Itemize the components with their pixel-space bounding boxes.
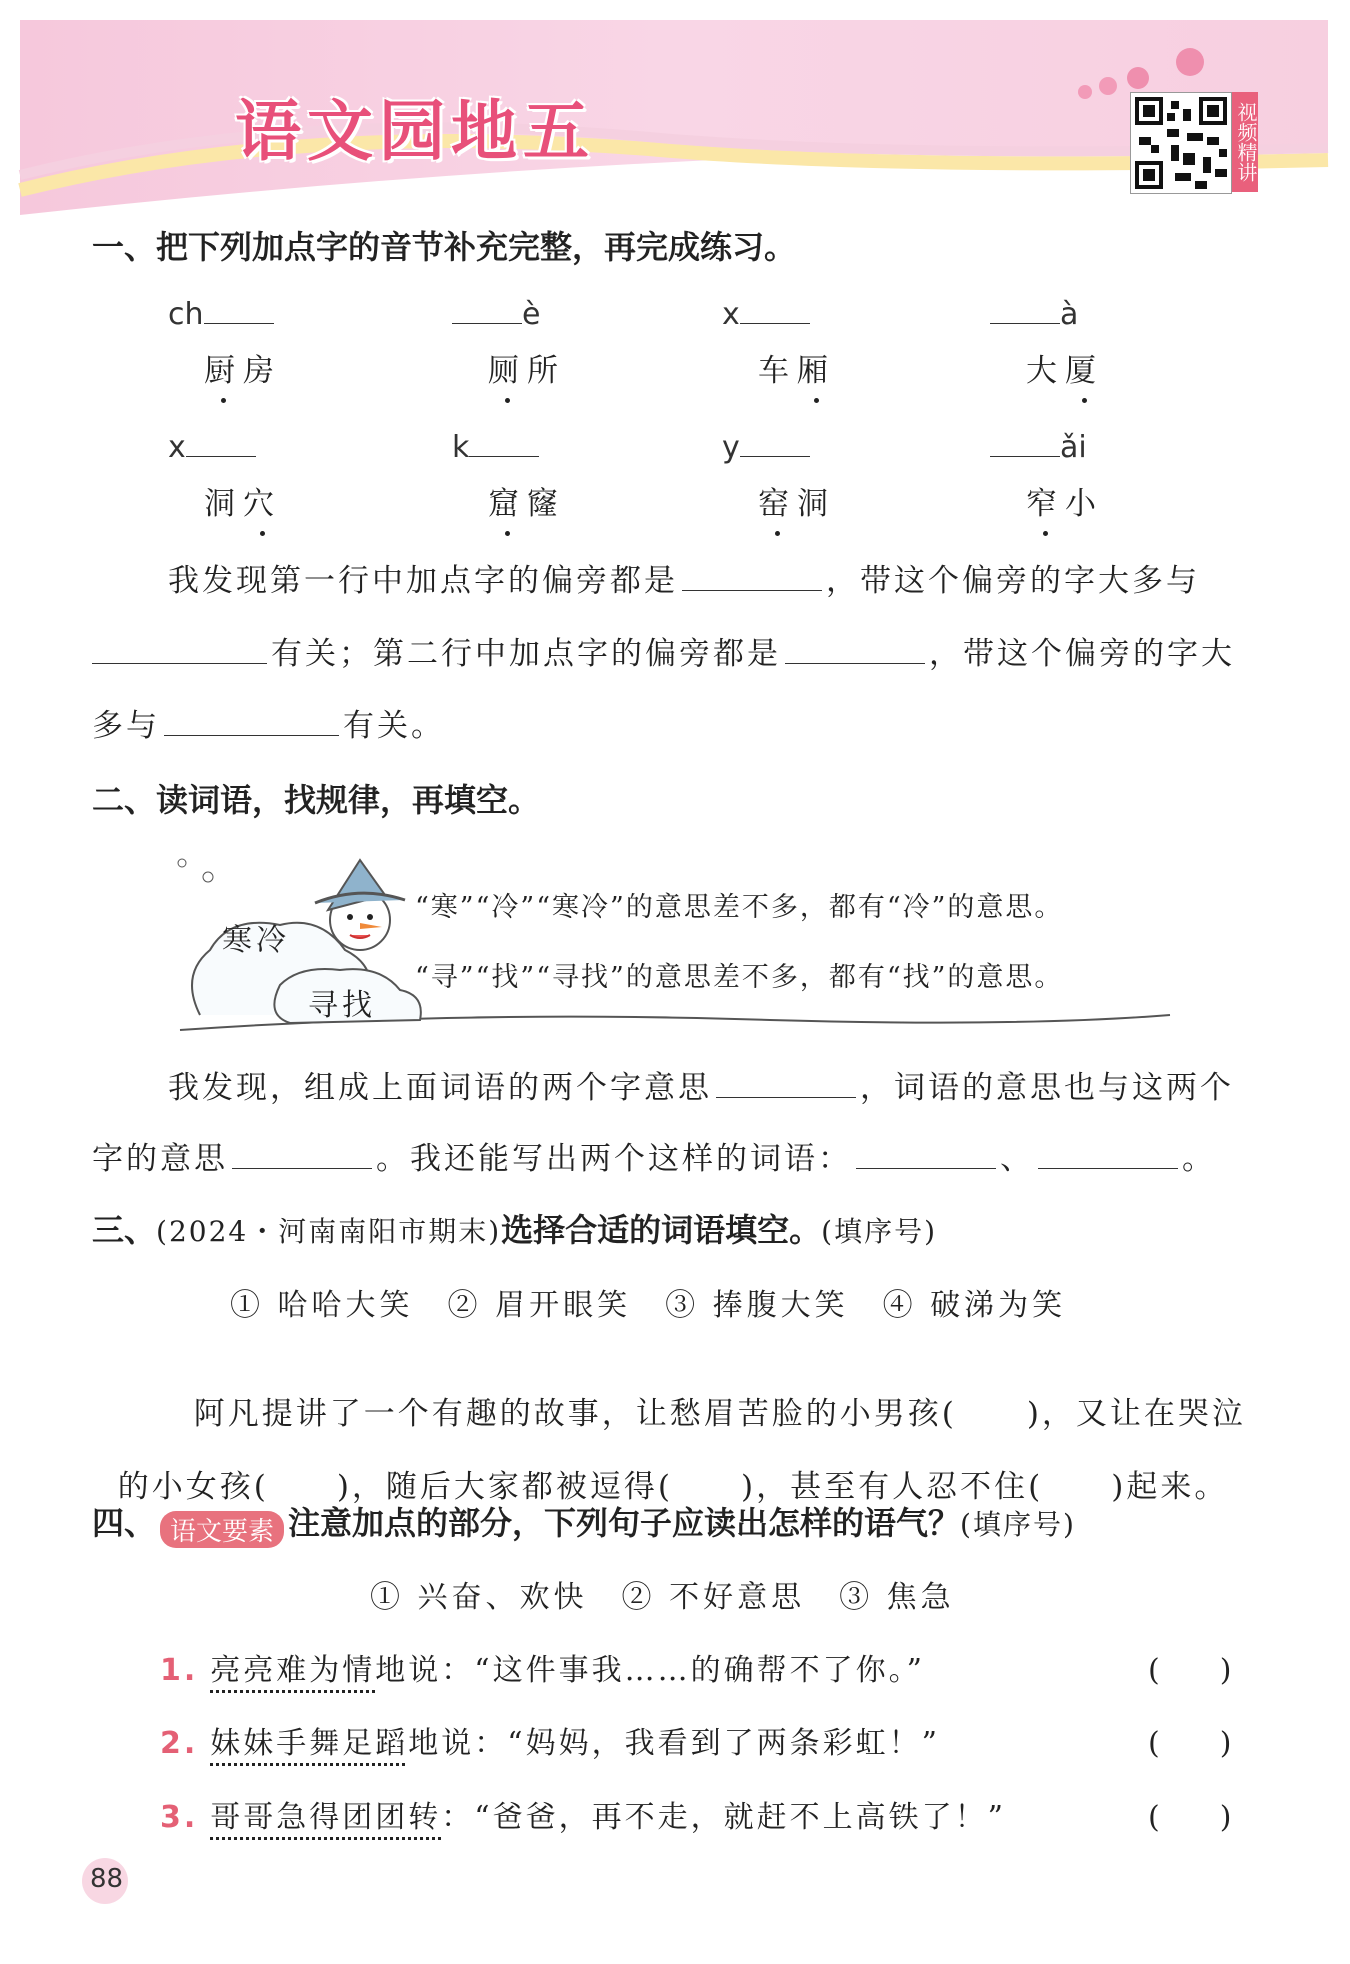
example-2: “寻”“找”“寻找”的意思差不多，都有“找”的意思。 bbox=[415, 962, 1064, 993]
pinyin-field[interactable] bbox=[990, 295, 1078, 332]
sentence-rest: 地说：“这件事我……的确帮不了你。” bbox=[375, 1653, 925, 1688]
answer-blank[interactable] bbox=[716, 1067, 856, 1098]
pinyin-blank[interactable] bbox=[452, 295, 522, 324]
section4-main: 注意加点的部分，下列句子应读出怎样的语气？ bbox=[288, 1504, 961, 1542]
answer-blank[interactable] bbox=[232, 1138, 372, 1169]
char: 车 bbox=[758, 353, 797, 389]
section3-line-2 bbox=[92, 1425, 1228, 1506]
section2-line-1 bbox=[168, 1062, 1234, 1107]
qr-code-icon bbox=[1131, 93, 1231, 193]
question-item bbox=[160, 1792, 1006, 1836]
vocab-word bbox=[488, 478, 566, 523]
char: 大 bbox=[1026, 353, 1065, 389]
pinyin-field[interactable] bbox=[990, 428, 1087, 465]
page-title: 语文园地五 bbox=[235, 93, 595, 170]
question-item bbox=[160, 1718, 940, 1762]
qr-label: 视频精讲 bbox=[1232, 92, 1258, 192]
section4-options: ① 兴奋、欢快 ② 不好意思 ③ 焦急 bbox=[370, 1580, 955, 1615]
pinyin-field[interactable] bbox=[452, 295, 540, 332]
dotted-phrase: 亮亮难为情 bbox=[210, 1653, 376, 1688]
char: 洞 bbox=[797, 486, 836, 522]
vocab-word bbox=[758, 345, 836, 390]
pinyin-given: ch bbox=[168, 297, 204, 332]
pinyin-given: ǎi bbox=[1060, 430, 1087, 465]
pinyin-blank[interactable] bbox=[740, 428, 810, 457]
dotted-char: 厨 bbox=[204, 353, 243, 389]
dotted-char: 穴 bbox=[243, 486, 282, 522]
section4-tag: 语文要素 bbox=[160, 1511, 284, 1548]
pinyin-field[interactable] bbox=[452, 428, 539, 465]
question-item bbox=[160, 1645, 925, 1689]
pinyin-blank[interactable] bbox=[186, 428, 256, 457]
text: 的小女孩( bbox=[117, 1469, 269, 1505]
dotted-phrase: 妹妹手舞足蹈 bbox=[210, 1726, 409, 1761]
char: 房 bbox=[243, 353, 282, 389]
pinyin-given: à bbox=[1060, 297, 1079, 332]
bubble-word-2: 寻找 bbox=[308, 988, 376, 1023]
section3-prefix: 三、 bbox=[92, 1211, 157, 1249]
pinyin-blank[interactable] bbox=[204, 295, 274, 324]
text: ，带这个偏旁的字大 bbox=[929, 636, 1235, 672]
pinyin-given: x bbox=[722, 297, 740, 332]
example-1: “寒”“冷”“寒冷”的意思差不多，都有“冷”的意思。 bbox=[415, 892, 1064, 923]
dotted-char: 窄 bbox=[1026, 486, 1065, 522]
vocab-word bbox=[1026, 345, 1104, 390]
pinyin-given: è bbox=[522, 297, 541, 332]
char: 小 bbox=[1065, 486, 1104, 522]
section2-heading: 二、读词语，找规律，再填空。 bbox=[92, 781, 541, 819]
char: 窿 bbox=[527, 486, 566, 522]
text: 有关；第二行中加点字的偏旁都是 bbox=[271, 636, 781, 672]
text: 阿凡提讲了一个有趣的故事，让愁眉苦脸的小男孩( bbox=[193, 1396, 957, 1432]
text: )，甚至有人忍不住( bbox=[741, 1469, 1044, 1505]
pinyin-field[interactable] bbox=[168, 428, 256, 465]
section4-heading bbox=[92, 1498, 1076, 1548]
char: 所 bbox=[527, 353, 566, 389]
pinyin-blank[interactable] bbox=[740, 295, 810, 324]
text: )，随后大家都被逗得( bbox=[336, 1469, 674, 1505]
text: 我发现第一行中加点字的偏旁都是 bbox=[168, 563, 678, 599]
question-number: 1. bbox=[160, 1653, 199, 1688]
question-number: 3. bbox=[160, 1800, 199, 1835]
sentence-rest: 地说：“妈妈，我看到了两条彩虹！” bbox=[408, 1726, 940, 1761]
section4-prefix: 四、 bbox=[92, 1504, 157, 1542]
text: 。我还能写出两个这样的词语： bbox=[376, 1141, 852, 1177]
pinyin-field[interactable] bbox=[722, 295, 810, 332]
answer-blank[interactable] bbox=[856, 1138, 996, 1169]
answer-blank[interactable] bbox=[164, 705, 339, 736]
pinyin-blank[interactable] bbox=[469, 428, 539, 457]
vocab-word bbox=[758, 478, 836, 523]
answer-bracket[interactable]: ( ) bbox=[1148, 1653, 1232, 1688]
vocab-word bbox=[204, 345, 282, 390]
dotted-char: 厦 bbox=[1065, 353, 1104, 389]
text: 、 bbox=[1000, 1141, 1034, 1177]
dotted-phrase: 哥哥急得团团转 bbox=[210, 1800, 442, 1835]
question-number: 2. bbox=[160, 1726, 199, 1761]
answer-blank[interactable] bbox=[785, 633, 925, 664]
pinyin-blank[interactable] bbox=[990, 295, 1060, 324]
answer-bracket[interactable]: ( ) bbox=[1148, 1726, 1232, 1761]
text: ，词语的意思也与这两个 bbox=[860, 1070, 1234, 1106]
section1-line-1 bbox=[168, 555, 1200, 600]
text: 多与 bbox=[92, 708, 160, 744]
dotted-char: 窟 bbox=[488, 486, 527, 522]
section3-line-1 bbox=[168, 1352, 1246, 1433]
section1-line-2 bbox=[92, 628, 1235, 673]
answer-bracket[interactable]: ( ) bbox=[1148, 1800, 1232, 1835]
pinyin-field[interactable] bbox=[168, 295, 274, 332]
vocab-word bbox=[204, 478, 282, 523]
section3-heading bbox=[92, 1205, 937, 1251]
answer-blank[interactable] bbox=[1038, 1138, 1178, 1169]
bubble-word-1: 寒冷 bbox=[222, 923, 290, 958]
section4-suffix: (填序号) bbox=[960, 1508, 1076, 1541]
section1-line-3 bbox=[92, 700, 445, 745]
pinyin-given: x bbox=[168, 430, 186, 465]
pinyin-given: k bbox=[452, 430, 470, 465]
text: )，又让在哭泣 bbox=[1026, 1396, 1246, 1432]
text: ，带这个偏旁的字大多与 bbox=[826, 563, 1200, 599]
section2-line-2 bbox=[92, 1133, 1216, 1178]
page-number: 88 bbox=[90, 1864, 124, 1894]
pinyin-field[interactable] bbox=[722, 428, 810, 465]
vocab-word bbox=[1026, 478, 1104, 523]
text: 有关。 bbox=[343, 708, 445, 744]
answer-blank[interactable] bbox=[682, 560, 822, 591]
sentence-rest: ：“爸爸，再不走，就赶不上高铁了！” bbox=[441, 1800, 1006, 1835]
section3-suffix: (填序号) bbox=[821, 1215, 937, 1248]
text: 字的意思 bbox=[92, 1141, 228, 1177]
section3-main: 选择合适的词语填空。 bbox=[501, 1211, 822, 1249]
section3-source: (2024・河南南阳市期末) bbox=[156, 1215, 502, 1248]
pinyin-blank[interactable] bbox=[990, 428, 1060, 457]
section1-heading: 一、把下列加点字的音节补充完整，再完成练习。 bbox=[92, 228, 797, 266]
text: 。 bbox=[1182, 1141, 1216, 1177]
answer-blank[interactable] bbox=[92, 633, 267, 664]
dotted-char: 厕 bbox=[488, 353, 527, 389]
char: 洞 bbox=[204, 486, 243, 522]
pinyin-given: y bbox=[722, 430, 740, 465]
vocab-word bbox=[488, 345, 566, 390]
section3-options: ① 哈哈大笑 ② 眉开眼笑 ③ 捧腹大笑 ④ 破涕为笑 bbox=[230, 1288, 1067, 1323]
dotted-char: 厢 bbox=[797, 353, 836, 389]
text: )起来。 bbox=[1111, 1469, 1229, 1505]
qr-code[interactable] bbox=[1130, 92, 1232, 194]
dotted-char: 窑 bbox=[758, 486, 797, 522]
text: 我发现，组成上面词语的两个字意思 bbox=[168, 1070, 712, 1106]
